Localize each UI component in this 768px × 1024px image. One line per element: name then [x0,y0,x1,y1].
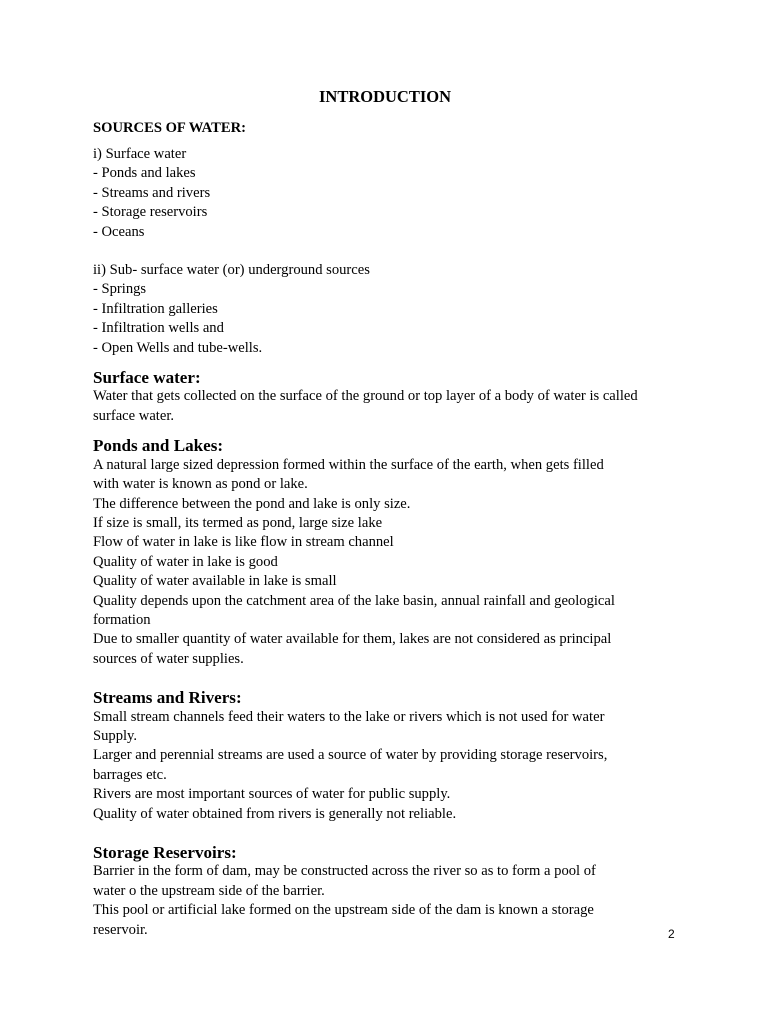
text-line: surface water. [93,407,175,424]
list-item: - Ponds and lakes [93,165,196,182]
text-line: Quality of water available in lake is small [93,573,337,590]
text-line: Larger and perennial streams are used a source of water by providing storage reservoirs, [93,747,608,764]
text-line: formation [93,611,151,628]
document-page [93,86,693,940]
list-item: - Springs [93,281,147,298]
list-item: - Infiltration galleries [93,300,218,317]
list-item: i) Surface water [93,146,187,162]
text-line: This pool or artificial lake formed on the upstream side of the dam is known a storage [93,902,594,919]
text-line: A natural large sized depression formed within the surface of the earth, when gets filled [93,456,604,473]
text-line: If size is small, its termed as pond, large size lake [93,514,383,531]
text-line: reservoir. [93,921,148,938]
surface-sources-list [93,145,693,242]
text-line: Quality of water in lake is good [93,553,278,570]
page-title: INTRODUCTION [318,87,452,106]
text-line: Due to smaller quantity of water available for them, lakes are not considered as principal [93,631,612,648]
sources-heading: SOURCES OF WATER: [93,120,246,136]
text-line: Small stream channels feed their waters to the lake or rivers which is not used for water [93,708,605,725]
text-line: water o the upstream side of the barrier. [93,882,325,899]
section-heading: Surface water: [93,368,201,388]
text-line: Water that gets collected on the surface of the ground or top layer of a body of water is called [93,388,638,405]
section-ponds-lakes [93,436,693,669]
list-item: - Oceans [93,223,145,240]
text-line: Quality depends upon the catchment area of the lake basin, annual rainfall and geological [93,592,615,609]
section-surface-water [93,368,693,426]
list-item: - Infiltration wells and [93,320,224,337]
text-line: Quality of water obtained from rivers is generally not reliable. [93,805,457,822]
text-line: Rivers are most important sources of water for public supply. [93,786,451,803]
subsurface-sources-list [93,261,693,358]
section-heading: Streams and Rivers: [93,688,242,708]
page-number: 2 [668,927,675,941]
text-line: sources of water supplies. [93,650,244,667]
text-line: Supply. [93,727,138,744]
list-item: - Storage reservoirs [93,204,208,221]
section-heading: Storage Reservoirs: [93,843,237,862]
text-line: Barrier in the form of dam, may be constructed across the river so as to form a pool of [93,863,596,880]
text-line: The difference between the pond and lake is only size. [93,495,411,512]
text-line: Flow of water in lake is like flow in stream channel [93,534,394,551]
section-heading: Ponds and Lakes: [93,436,224,456]
text-line: with water is known as pond or lake. [93,476,308,493]
section-storage-reservoirs [93,843,693,940]
list-item: - Streams and rivers [93,184,211,201]
list-item: ii) Sub- surface water (or) underground sources [93,262,370,279]
section-streams-rivers [93,688,693,824]
list-item: - Open Wells and tube-wells. [93,339,263,356]
text-line: barrages etc. [93,766,167,783]
